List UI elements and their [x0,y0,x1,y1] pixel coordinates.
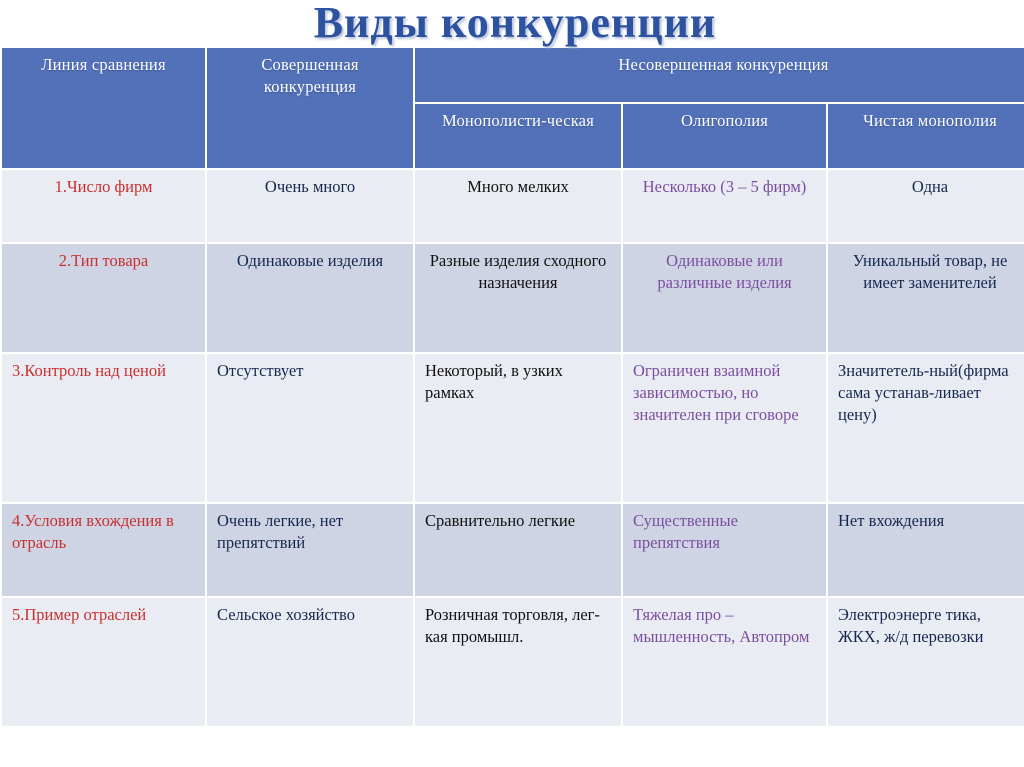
cell-perfect: Очень легкие, нет препятствий [207,504,413,596]
cell-perfect: Сельское хозяйство [207,598,413,726]
table-body [2,170,1024,726]
cell-compare-line: 4.Условия вхождения в отрасль [2,504,205,596]
cell-compare-line: 1.Число фирм [2,170,205,242]
competition-types-table [0,46,1024,728]
cell-oligopoly: Несколько (3 – 5 фирм) [623,170,826,242]
cell-perfect: Одинаковые изделия [207,244,413,352]
header-compare-line: Линия сравнения [2,48,205,168]
header-row-top [2,48,1024,102]
cell-compare-line: 3.Контроль над ценой [2,354,205,502]
cell-pure-monopoly: Электроэнерге тика, ЖКХ, ж/д перевозки [828,598,1024,726]
cell-monopolistic: Некоторый, в узких рамках [415,354,621,502]
table-header [2,48,1024,168]
cell-oligopoly: Существенные препятствия [623,504,826,596]
cell-oligopoly: Ограничен взаимной зависимостью, но значителен при сговоре [623,354,826,502]
cell-pure-monopoly: Одна [828,170,1024,242]
cell-monopolistic: Много мелких [415,170,621,242]
table-row [2,504,1024,596]
header-imperfect-competition-group: Несовершенная конкуренция [415,48,1024,102]
comparison-table-wrapper [0,46,1024,728]
cell-pure-monopoly: Уникальный товар, не имеет заменителей [828,244,1024,352]
table-row [2,598,1024,726]
cell-monopolistic: Розничная торговля, лег-кая промышл. [415,598,621,726]
cell-monopolistic: Сравнительно легкие [415,504,621,596]
cell-oligopoly: Тяжелая про – мышленность, Автопром [623,598,826,726]
header-perfect-competition: Совершенная конкуренция [207,48,413,168]
cell-compare-line: 2.Тип товара [2,244,205,352]
table-row [2,354,1024,502]
header-oligopoly: Олигополия [623,104,826,168]
cell-perfect: Отсутствует [207,354,413,502]
cell-monopolistic: Разные изделия сходного назначения [415,244,621,352]
page-title: Виды конкуренции [313,0,717,47]
table-row [2,170,1024,242]
cell-compare-line: 5.Пример отраслей [2,598,205,726]
cell-pure-monopoly: Значитетель-ный(фирма сама устанав-ливает цену) [828,354,1024,502]
header-pure-monopoly: Чистая монополия [828,104,1024,168]
cell-perfect: Очень много [207,170,413,242]
cell-pure-monopoly: Нет вхождения [828,504,1024,596]
table-row [2,244,1024,352]
header-monopolistic: Монополисти-ческая [415,104,621,168]
cell-oligopoly: Одинаковые или различные изделия [623,244,826,352]
title-area [0,0,1024,46]
